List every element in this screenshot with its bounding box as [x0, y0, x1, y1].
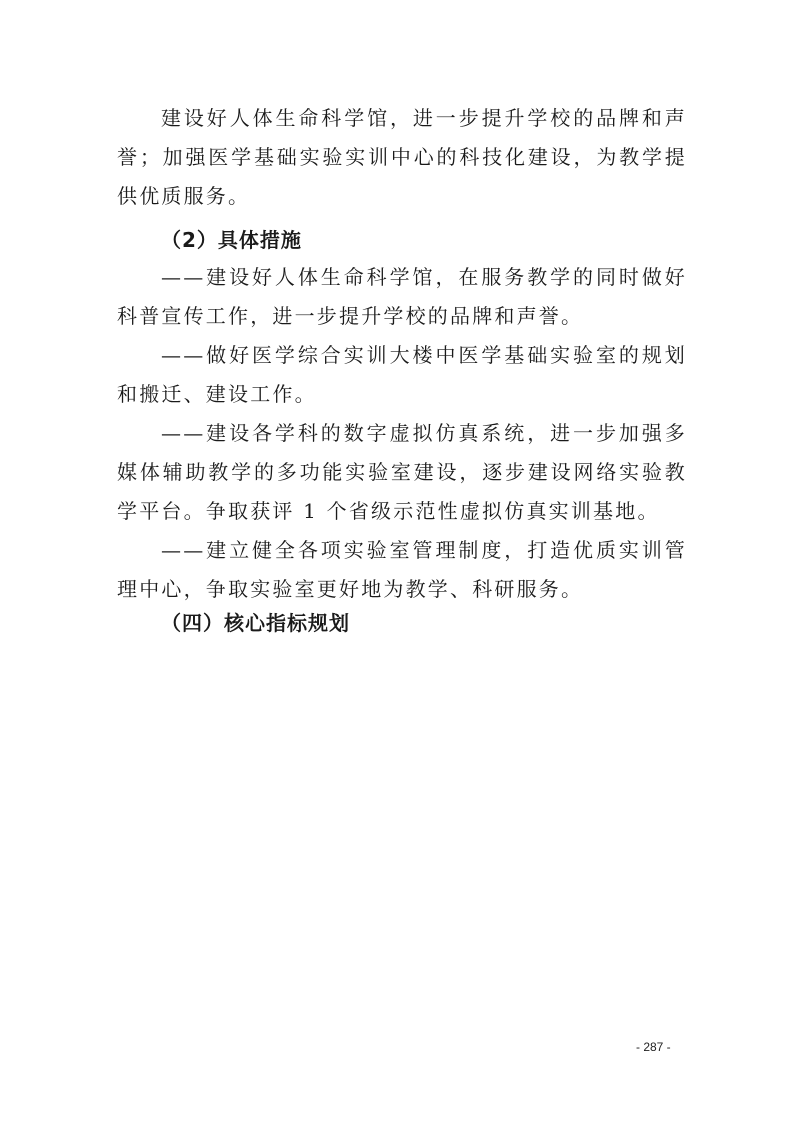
paragraph-measure-2: ——做好医学综合实训大楼中医学基础实验室的规划和搬迁、建设工作。 — [117, 343, 687, 406]
section-heading-measures: （2）具体措施 — [161, 228, 302, 252]
page-number: - 287 - — [636, 1040, 671, 1054]
section-heading-core-indicators: （四）核心指标规划 — [161, 611, 350, 635]
paragraph-measure-1: ——建设好人体生命科学馆，在服务教学的同时做好科普宣传工作，进一步提升学校的品牌和声誉。 — [117, 265, 687, 328]
paragraph-measure-3: ——建设各学科的数字虚拟仿真系统，进一步加强多媒体辅助教学的多功能实验室建设，逐步建设网络实验教学平台。争取获评 1 个省级示范性虚拟仿真实训基地。 — [117, 421, 687, 523]
paragraph-intro: 建设好人体生命科学馆，进一步提升学校的品牌和声誉；加强医学基础实验实训中心的科技化建设，为教学提供优质服务。 — [117, 106, 687, 208]
paragraph-measure-4: ——建立健全各项实验室管理制度，打造优质实训管理中心，争取实验室更好地为教学、科研服务。 — [117, 538, 687, 601]
